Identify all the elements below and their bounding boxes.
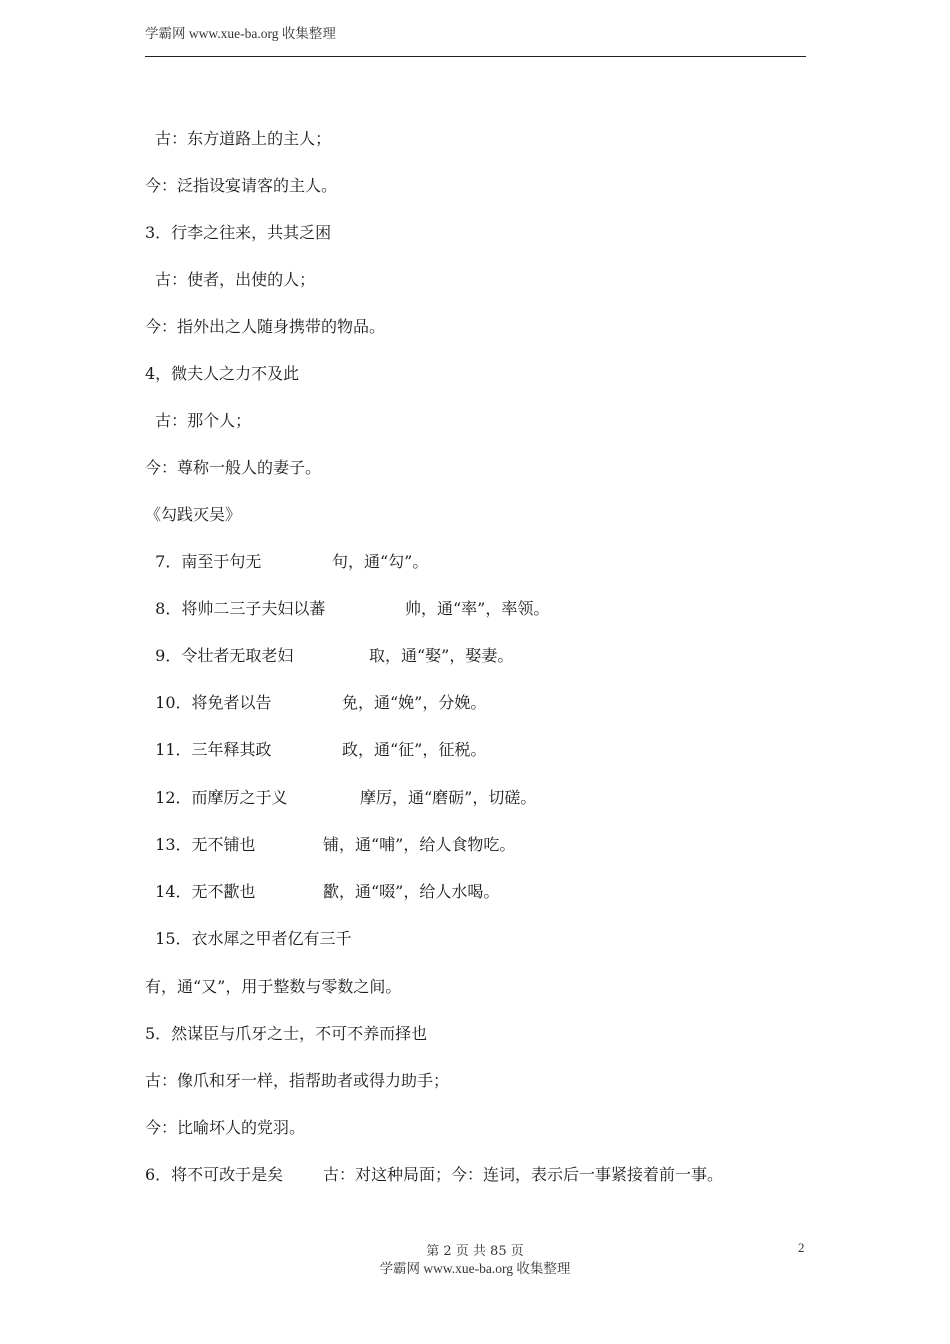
line-text: 11．三年释其政	[145, 740, 272, 759]
line-text: 7．南至于句无	[145, 552, 262, 571]
line-20	[145, 1023, 427, 1045]
line-note: 帅，通“率”，率领。	[405, 599, 550, 618]
line-13	[145, 692, 805, 714]
line-text: 6．将不可改于是矣	[145, 1165, 284, 1184]
line-text: 古：那个人；	[145, 411, 252, 430]
line-text: 古：像爪和牙一样，指帮助者或得力助手；	[145, 1071, 450, 1090]
line-text: 4，微夫人之力不及此	[145, 364, 300, 383]
line-2	[145, 175, 337, 197]
line-text: 今：泛指设宴请客的主人。	[145, 176, 338, 195]
line-17	[145, 881, 805, 903]
line-text: 今：比喻坏人的党羽。	[145, 1118, 306, 1137]
line-text: 3．行李之往来，共其乏困	[145, 223, 332, 242]
line-23	[145, 1164, 805, 1186]
line-text: 今：指外出之人随身携带的物品。	[145, 317, 386, 336]
line-22	[145, 1117, 305, 1139]
line-3	[145, 222, 331, 244]
line-note: 古：对这种局面；今：连词，表示后一事紧接着前一事。	[323, 1165, 724, 1184]
line-note: 免，通“娩”，分娩。	[342, 693, 487, 712]
line-text: 13．无不铺也	[145, 835, 256, 854]
line-text: 今：尊称一般人的妻子。	[145, 458, 322, 477]
line-text: 古：东方道路上的主人；	[145, 129, 332, 148]
line-10	[145, 551, 805, 573]
line-8	[145, 457, 321, 479]
line-7	[145, 410, 251, 432]
line-18	[145, 928, 352, 950]
line-5	[145, 316, 385, 338]
line-text: 12．而摩厉之于义	[145, 788, 288, 807]
line-15	[145, 787, 805, 809]
line-6	[145, 363, 299, 385]
line-note: 政，通“征”，征税。	[342, 740, 487, 759]
line-14	[145, 739, 805, 761]
page-number: 2	[798, 1240, 805, 1255]
line-16	[145, 834, 805, 856]
line-text: 8．将帅二三子夫妇以蕃	[145, 599, 326, 618]
line-text: 10．将免者以告	[145, 693, 272, 712]
header-divider	[145, 56, 806, 57]
line-text: 5．然谋臣与爪牙之士，不可不养而择也	[145, 1024, 428, 1043]
line-21	[145, 1070, 449, 1092]
line-text: 《勾践灭吴》	[145, 505, 242, 524]
line-note: 摩厉，通“磨砺”，切磋。	[360, 788, 537, 807]
line-text: 古：使者，出使的人；	[145, 270, 316, 289]
line-note: 取，通“娶”，娶妻。	[369, 646, 514, 665]
line-19	[145, 976, 401, 998]
line-1	[145, 128, 331, 150]
line-text: 15．衣水犀之甲者亿有三千	[145, 929, 352, 948]
section-title	[145, 504, 241, 526]
line-4	[145, 269, 315, 291]
footer-site-text: 学霸网 www.xue-ba.org 收集整理	[379, 1261, 571, 1276]
header-text: 学霸网 www.xue-ba.org 收集整理	[145, 26, 336, 41]
line-note: 句，通“勾”。	[332, 552, 429, 571]
line-12	[145, 645, 805, 667]
line-11	[145, 598, 805, 620]
line-text: 14．无不歠也	[145, 882, 256, 901]
line-text: 9．令壮者无取老妇	[145, 646, 294, 665]
line-text: 有，通“又”，用于整数与零数之间。	[145, 977, 402, 996]
line-note: 铺，通“哺”，给人食物吃。	[323, 835, 516, 854]
line-note: 歠，通“啜”，给人水喝。	[323, 882, 500, 901]
footer-page-info: 第 2 页 共 85 页	[426, 1244, 524, 1259]
